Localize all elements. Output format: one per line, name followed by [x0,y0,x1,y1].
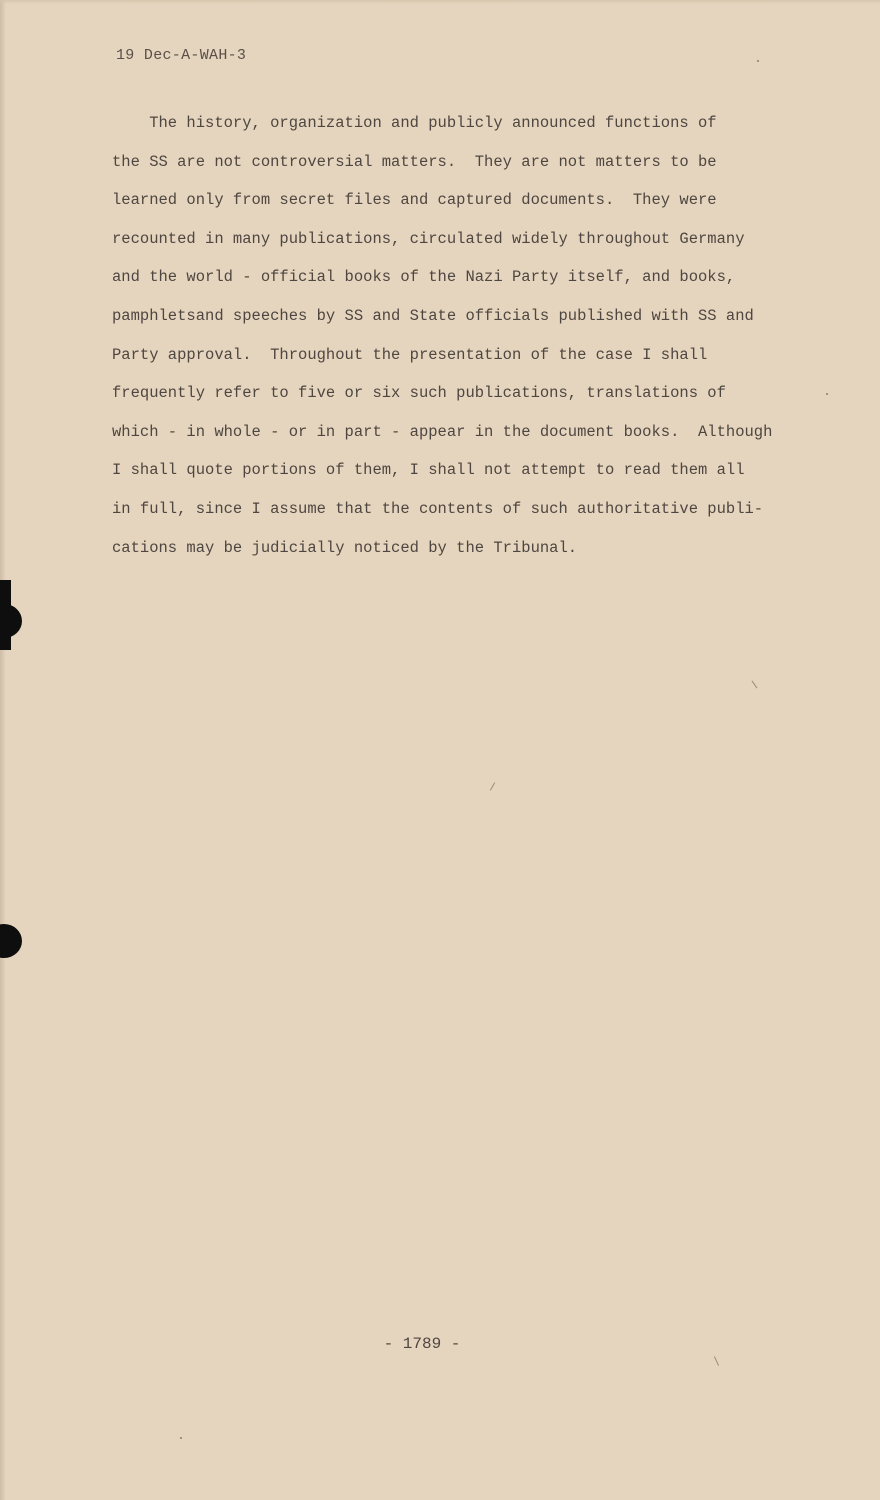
text-line: in full, since I assume that the contents of such authoritative publi- [112,499,764,518]
paper-speck [180,1437,182,1439]
page-number-row [0,1335,880,1353]
text-line: The history, organization and publicly announced functions of [112,114,717,132]
page-number: - 1789 - [383,1335,461,1353]
text-line: Party approval. Throughout the presentation of the case I shall [112,345,708,364]
paper-mark [752,681,758,689]
document-header: 19 Dec-A-WAH-3 [116,47,247,64]
text-line: frequently refer to five or six such publications, translations of [112,384,726,403]
page-edge-shadow [0,0,6,1500]
paper-speck [757,60,759,62]
punch-hole-lower [0,924,22,958]
punch-hole-upper [0,604,22,638]
text-line: I shall quote portions of them, I shall not attempt to read them all [112,461,745,480]
text-line: recounted in many publications, circulated widely throughout Germany [112,229,745,248]
page-top-edge [0,0,880,4]
text-line: cations may be judicially noticed by the Tribunal. [112,538,578,557]
paper-mark [490,782,495,790]
document-body [112,104,802,567]
paper-speck [826,393,828,395]
paper-mark [714,1356,719,1365]
text-line: the SS are not controversial matters. They are not matters to be [112,152,717,171]
text-line: which - in whole - or in part - appear in the document books. Although [112,422,773,441]
text-line: and the world - official books of the Nazi Party itself, and books, [112,268,736,287]
text-line: pamphletsand speeches by SS and State officials published with SS and [112,306,754,325]
text-line: learned only from secret files and captured documents. They were [112,191,717,210]
